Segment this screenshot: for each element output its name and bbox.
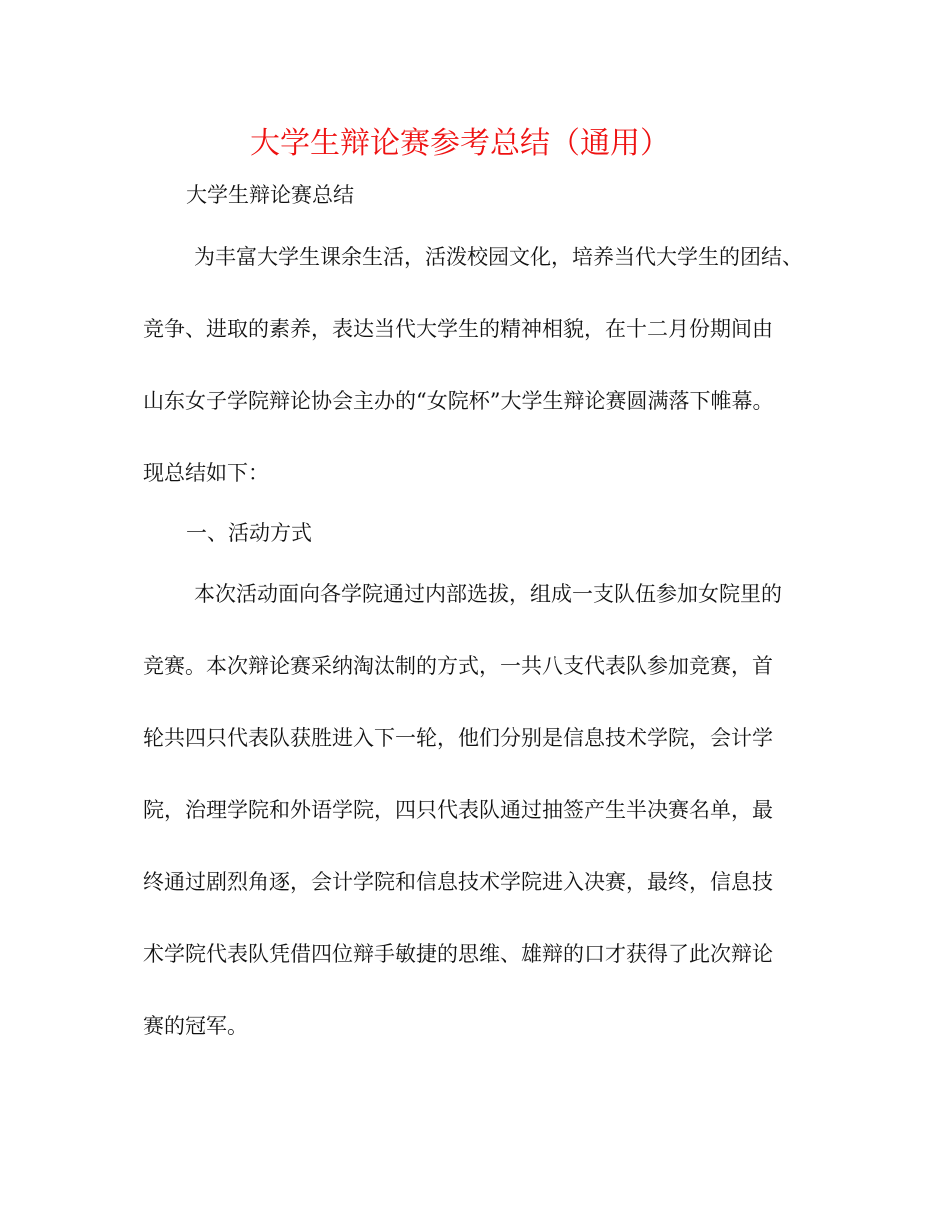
paragraph-line: 轮共四只代表队获胜进入下一轮，他们分别是信息技术学院，会计学 [143, 726, 773, 750]
section-heading: 一、活动方式 [186, 521, 312, 545]
paragraph-line: 现总结如下： [143, 461, 269, 485]
paragraph-line: 山东女子学院辩论协会主办的“女院杯”大学生辩论赛圆满落下帷幕。 [143, 389, 774, 413]
paragraph-line: 术学院代表队凭借四位辩手敏捷的思维、雄辩的口才获得了此次辩论 [143, 942, 773, 966]
paragraph-line: 终通过剧烈角逐，会计学院和信息技术学院进入决赛，最终，信息技 [143, 870, 773, 894]
paragraph-line: 赛的冠军。 [143, 1014, 248, 1038]
paragraph-line: 为丰富大学生课余生活，活泼校园文化，培养当代大学生的团结、 [194, 245, 803, 269]
document-subtitle: 大学生辩论赛总结 [186, 183, 354, 207]
paragraph-line: 竞赛。本次辩论赛采纳淘汰制的方式，一共八支代表队参加竞赛，首 [143, 654, 773, 678]
paragraph-line: 本次活动面向各学院通过内部选拔，组成一支队伍参加女院里的 [194, 582, 782, 606]
paragraph-line: 院，治理学院和外语学院，四只代表队通过抽签产生半决赛名单，最 [143, 798, 773, 822]
paragraph-line: 竞争、进取的素养，表达当代大学生的精神相貌，在十二月份期间由 [143, 317, 773, 341]
document-title: 大学生辩论赛参考总结（通用） [250, 126, 670, 161]
